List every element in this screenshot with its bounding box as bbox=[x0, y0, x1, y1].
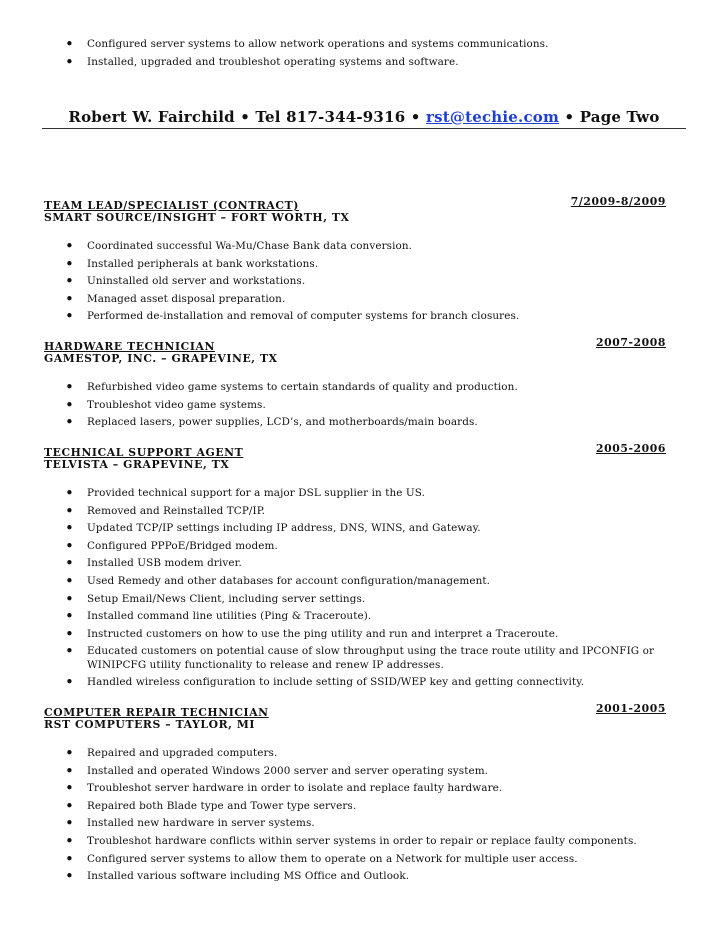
bullet-icon: • bbox=[65, 519, 74, 538]
bullet-item bbox=[45, 591, 666, 609]
job-section bbox=[44, 701, 666, 886]
bullet-item bbox=[45, 36, 685, 54]
bullet-item bbox=[45, 573, 666, 591]
bullet-icon: • bbox=[65, 484, 74, 502]
bullet-text: Instructed customers on how to use the ping utility and run and interpret a Traceroute. bbox=[87, 627, 559, 640]
bullet-icon: • bbox=[65, 237, 74, 255]
job-title: COMPUTER REPAIR TECHNICIAN bbox=[44, 706, 269, 719]
bullet-item bbox=[45, 485, 666, 503]
bullet-text: Uninstalled old server and workstations. bbox=[87, 275, 306, 288]
bullet-icon: • bbox=[65, 254, 74, 273]
bullet-icon: • bbox=[65, 501, 74, 520]
bullet-item bbox=[45, 798, 666, 816]
bullet-item bbox=[45, 674, 666, 692]
bullet-text: Installed various software including MS Office and Outlook. bbox=[87, 870, 410, 883]
bullet-icon: • bbox=[65, 536, 74, 555]
bullet-text: Installed command line utilities (Ping & Traceroute). bbox=[87, 610, 372, 623]
header-page-label: • Page Two bbox=[564, 108, 660, 126]
bullet-icon: • bbox=[65, 571, 74, 590]
bullet-text: Removed and Reinstalled TCP/IP. bbox=[87, 504, 266, 517]
bullet-item bbox=[45, 273, 666, 291]
bullet-icon: • bbox=[65, 831, 74, 850]
bullet-icon: • bbox=[65, 272, 74, 291]
bullet-text: Handled wireless configuration to include setting of SSID/WEP key and getting connectivity. bbox=[87, 676, 585, 689]
bullet-text: Updated TCP/IP settings including IP address, DNS, WINS, and Gateway. bbox=[87, 522, 481, 535]
job-dates: 2001-2005 bbox=[596, 702, 666, 715]
bullet-item bbox=[45, 503, 666, 521]
bullet-item bbox=[45, 608, 666, 626]
bullet-text: Managed asset disposal preparation. bbox=[87, 292, 286, 305]
bullet-item bbox=[45, 851, 666, 869]
job-title: TEAM LEAD/SPECIALIST (CONTRACT) bbox=[44, 199, 299, 212]
bullet-text: Configured server systems to allow network operations and systems communications. bbox=[87, 38, 549, 50]
job-title: HARDWARE TECHNICIAN bbox=[44, 340, 215, 353]
bullet-item bbox=[45, 555, 666, 573]
bullet-item bbox=[45, 308, 666, 326]
bullet-icon: • bbox=[65, 761, 74, 780]
bullet-text: Coordinated successful Wa-Mu/Chase Bank data conversion. bbox=[87, 240, 413, 252]
bullet-icon: • bbox=[65, 413, 74, 432]
email-link[interactable]: rst@techie.com bbox=[426, 108, 560, 126]
bullet-item bbox=[45, 833, 666, 851]
bullet-item bbox=[45, 643, 666, 674]
bullet-icon: • bbox=[65, 607, 74, 626]
job-bullet-list bbox=[45, 485, 666, 692]
job-title: TECHNICAL SUPPORT AGENT bbox=[44, 446, 244, 459]
header-name-tel: Robert W. Fairchild • Tel 817-344-9316 • bbox=[68, 108, 421, 126]
bullet-item bbox=[45, 815, 666, 833]
job-dates: 2005-2006 bbox=[596, 442, 666, 455]
bullet-text: Educated customers on potential cause of slow throughput using the trace route utility and IPCONFIG or WINIPCFG utility functionality to release and renew IP addresses. bbox=[87, 645, 655, 671]
bullet-text: Refurbished video game systems to certain standards of quality and production. bbox=[87, 381, 518, 393]
bullet-icon: • bbox=[65, 849, 74, 868]
bullet-icon: • bbox=[65, 624, 74, 643]
bullet-item bbox=[45, 626, 666, 644]
bullet-icon: • bbox=[65, 52, 74, 71]
job-section bbox=[44, 441, 666, 692]
bullet-text: Performed de-installation and removal of computer systems for branch closures. bbox=[87, 310, 520, 323]
bullet-icon: • bbox=[65, 814, 74, 833]
bullet-text: Troubleshot hardware conflicts within server systems in order to repair or replace faulty components. bbox=[87, 834, 637, 847]
bullet-icon: • bbox=[65, 779, 74, 798]
job-bullet-list bbox=[45, 238, 666, 326]
bullet-icon: • bbox=[65, 642, 74, 661]
bullet-item bbox=[45, 414, 666, 432]
bullet-text: Provided technical support for a major DSL supplier in the US. bbox=[87, 487, 426, 499]
bullet-item bbox=[45, 256, 666, 274]
bullet-item bbox=[45, 745, 666, 763]
job-section bbox=[44, 194, 666, 326]
bullet-icon: • bbox=[65, 554, 74, 573]
bullet-icon: • bbox=[65, 744, 74, 762]
job-section bbox=[44, 335, 666, 432]
bullet-item bbox=[45, 291, 666, 309]
bullet-item bbox=[45, 379, 666, 397]
bullet-text: Repaired both Blade type and Tower type servers. bbox=[87, 799, 357, 812]
bullet-icon: • bbox=[65, 395, 74, 414]
bullet-text: Configured server systems to allow them to operate on a Network for multiple user access. bbox=[87, 852, 578, 865]
bullet-text: Installed, upgraded and troubleshot operating systems and software. bbox=[87, 55, 459, 68]
job-bullet-list bbox=[45, 379, 666, 432]
bullet-icon: • bbox=[65, 589, 74, 608]
bullet-item bbox=[45, 780, 666, 798]
bullet-text: Troubleshot video game systems. bbox=[87, 398, 266, 411]
bullet-text: Installed new hardware in server systems. bbox=[87, 817, 315, 830]
job-company: TELVISTA – GRAPEVINE, TX bbox=[44, 458, 230, 471]
job-bullet-list bbox=[45, 745, 666, 886]
bullet-text: Troubleshot server hardware in order to isolate and replace faulty hardware. bbox=[87, 782, 503, 795]
job-dates: 7/2009-8/2009 bbox=[570, 195, 666, 208]
bullet-text: Installed and operated Windows 2000 server and server operating system. bbox=[87, 764, 489, 777]
bullet-icon: • bbox=[65, 378, 74, 396]
bullet-text: Configured PPPoE/Bridged modem. bbox=[87, 539, 278, 552]
bullet-icon: • bbox=[65, 867, 74, 886]
bullet-item bbox=[45, 397, 666, 415]
header-divider bbox=[42, 128, 686, 129]
bullet-item bbox=[45, 238, 666, 256]
job-company: RST COMPUTERS – TAYLOR, MI bbox=[44, 718, 256, 731]
bullet-text: Used Remedy and other databases for account configuration/management. bbox=[87, 574, 491, 587]
bullet-item bbox=[45, 538, 666, 556]
job-company: SMART SOURCE/INSIGHT – FORT WORTH, TX bbox=[44, 211, 350, 224]
bullet-icon: • bbox=[65, 673, 74, 692]
bullet-item bbox=[45, 868, 666, 886]
page-header bbox=[0, 108, 728, 126]
bullet-icon: • bbox=[65, 289, 74, 308]
continued-bullet-list bbox=[45, 36, 685, 71]
bullet-item bbox=[45, 54, 685, 72]
bullet-icon: • bbox=[65, 307, 74, 326]
bullet-text: Repaired and upgraded computers. bbox=[87, 747, 278, 759]
job-company: GAMESTOP, INC. – GRAPEVINE, TX bbox=[44, 352, 278, 365]
bullet-text: Replaced lasers, power supplies, LCD’s, and motherboards/main boards. bbox=[87, 416, 478, 429]
bullet-text: Setup Email/News Client, including server settings. bbox=[87, 592, 366, 605]
bullet-icon: • bbox=[65, 35, 74, 53]
job-dates: 2007-2008 bbox=[596, 336, 666, 349]
bullet-item bbox=[45, 763, 666, 781]
bullet-text: Installed peripherals at bank workstations. bbox=[87, 257, 319, 270]
bullet-text: Installed USB modem driver. bbox=[87, 557, 242, 570]
bullet-icon: • bbox=[65, 796, 74, 815]
bullet-item bbox=[45, 520, 666, 538]
